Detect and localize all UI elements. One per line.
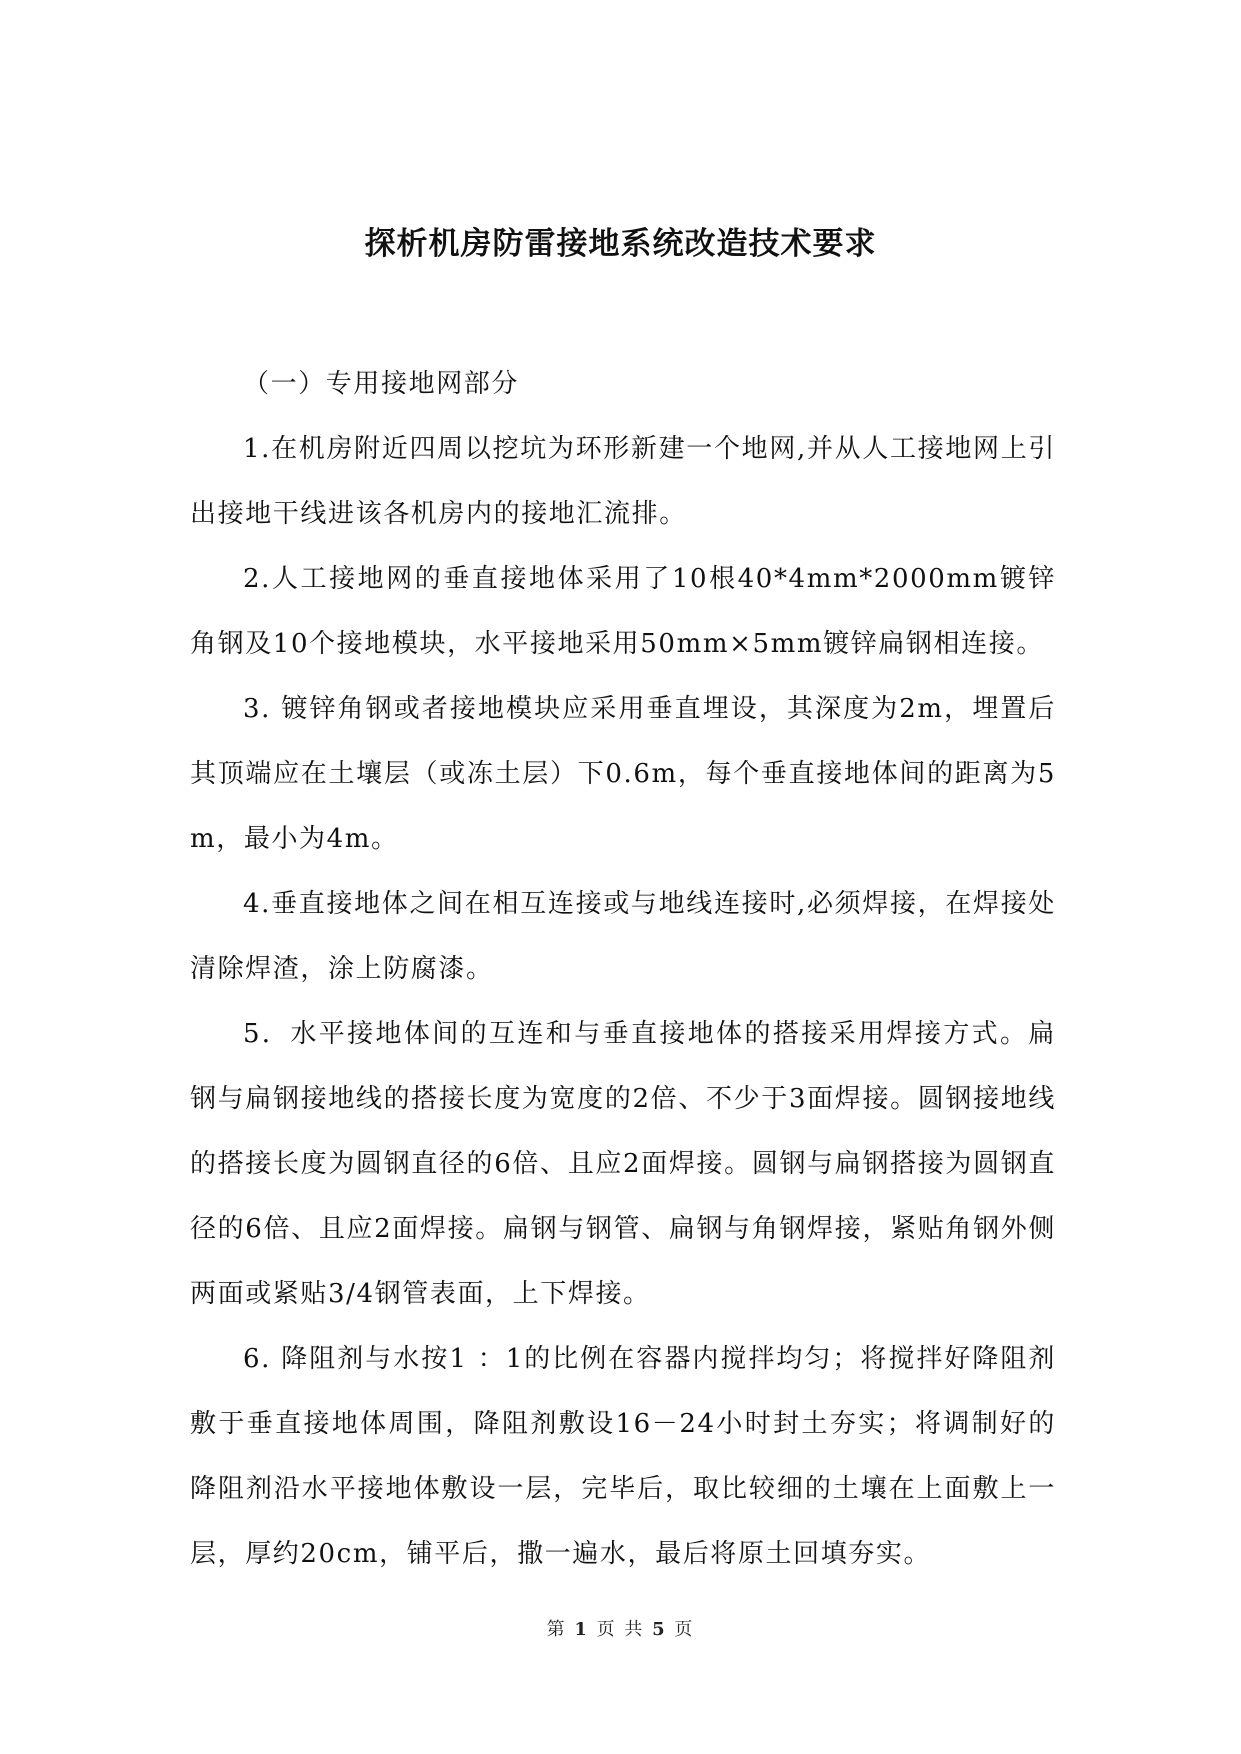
- paragraph-4: 4.垂直接地体之间在相互连接或与地线连接时,必须焊接，在焊接处清除焊渣，涂上防腐漆。: [190, 889, 1056, 984]
- current-page-number: 1: [574, 1619, 589, 1640]
- total-pages-number: 5: [652, 1619, 667, 1640]
- page-footer: [0, 1618, 1241, 1642]
- footer-prefix: 第: [546, 1619, 567, 1640]
- paragraph-5: 5．水平接地体间的互连和与垂直接地体的搭接采用焊接方式。扁钢与扁钢接地线的搭接长度为宽度的2倍、不少于3面焊接。圆钢接地线的搭接长度为圆钢直径的6倍、且应2面焊接。圆钢与扁钢搭接为圆钢直径的6倍、且应2面焊接。扁钢与钢管、扁钢与角钢焊接，紧贴角钢外侧两面或紧贴3/4钢管表面，上下焊接。: [190, 1019, 1056, 1309]
- paragraph-1: 1.在机房附近四周以挖坑为环形新建一个地网,并从人工接地网上引出接地干线进该各机房内的接地汇流排。: [190, 434, 1056, 529]
- document-body: [190, 352, 1056, 1587]
- footer-middle: 页 共: [596, 1619, 645, 1640]
- section-heading: （一）专用接地网部分: [243, 369, 520, 399]
- page-title: 探析机房防雷接地系统改造技术要求: [364, 226, 877, 262]
- paragraph-3: 3. 镀锌角钢或者接地模块应采用垂直埋设，其深度为2m，埋置后其顶端应在土壤层（或冻土层）下0.6m，每个垂直接地体间的距离为5m，最小为4m。: [190, 694, 1056, 854]
- footer-suffix: 页: [674, 1619, 695, 1640]
- paragraph-6: 6. 降阻剂与水按1 ：1的比例在容器内搅拌均匀；将搅拌好降阻剂敷于垂直接地体周围，降阻剂敷设16－24小时封土夯实；将调制好的降阻剂沿水平接地体敷设一层，完毕后，取比较细的土壤在上面敷上一层，厚约20cm，铺平后，撒一遍水，最后将原土回填夯实。: [190, 1344, 1056, 1569]
- paragraph-2: 2.人工接地网的垂直接地体采用了10根40*4mm*2000mm镀锌角钢及10个接地模块，水平接地采用50mm×5mm镀锌扁钢相连接。: [190, 564, 1056, 659]
